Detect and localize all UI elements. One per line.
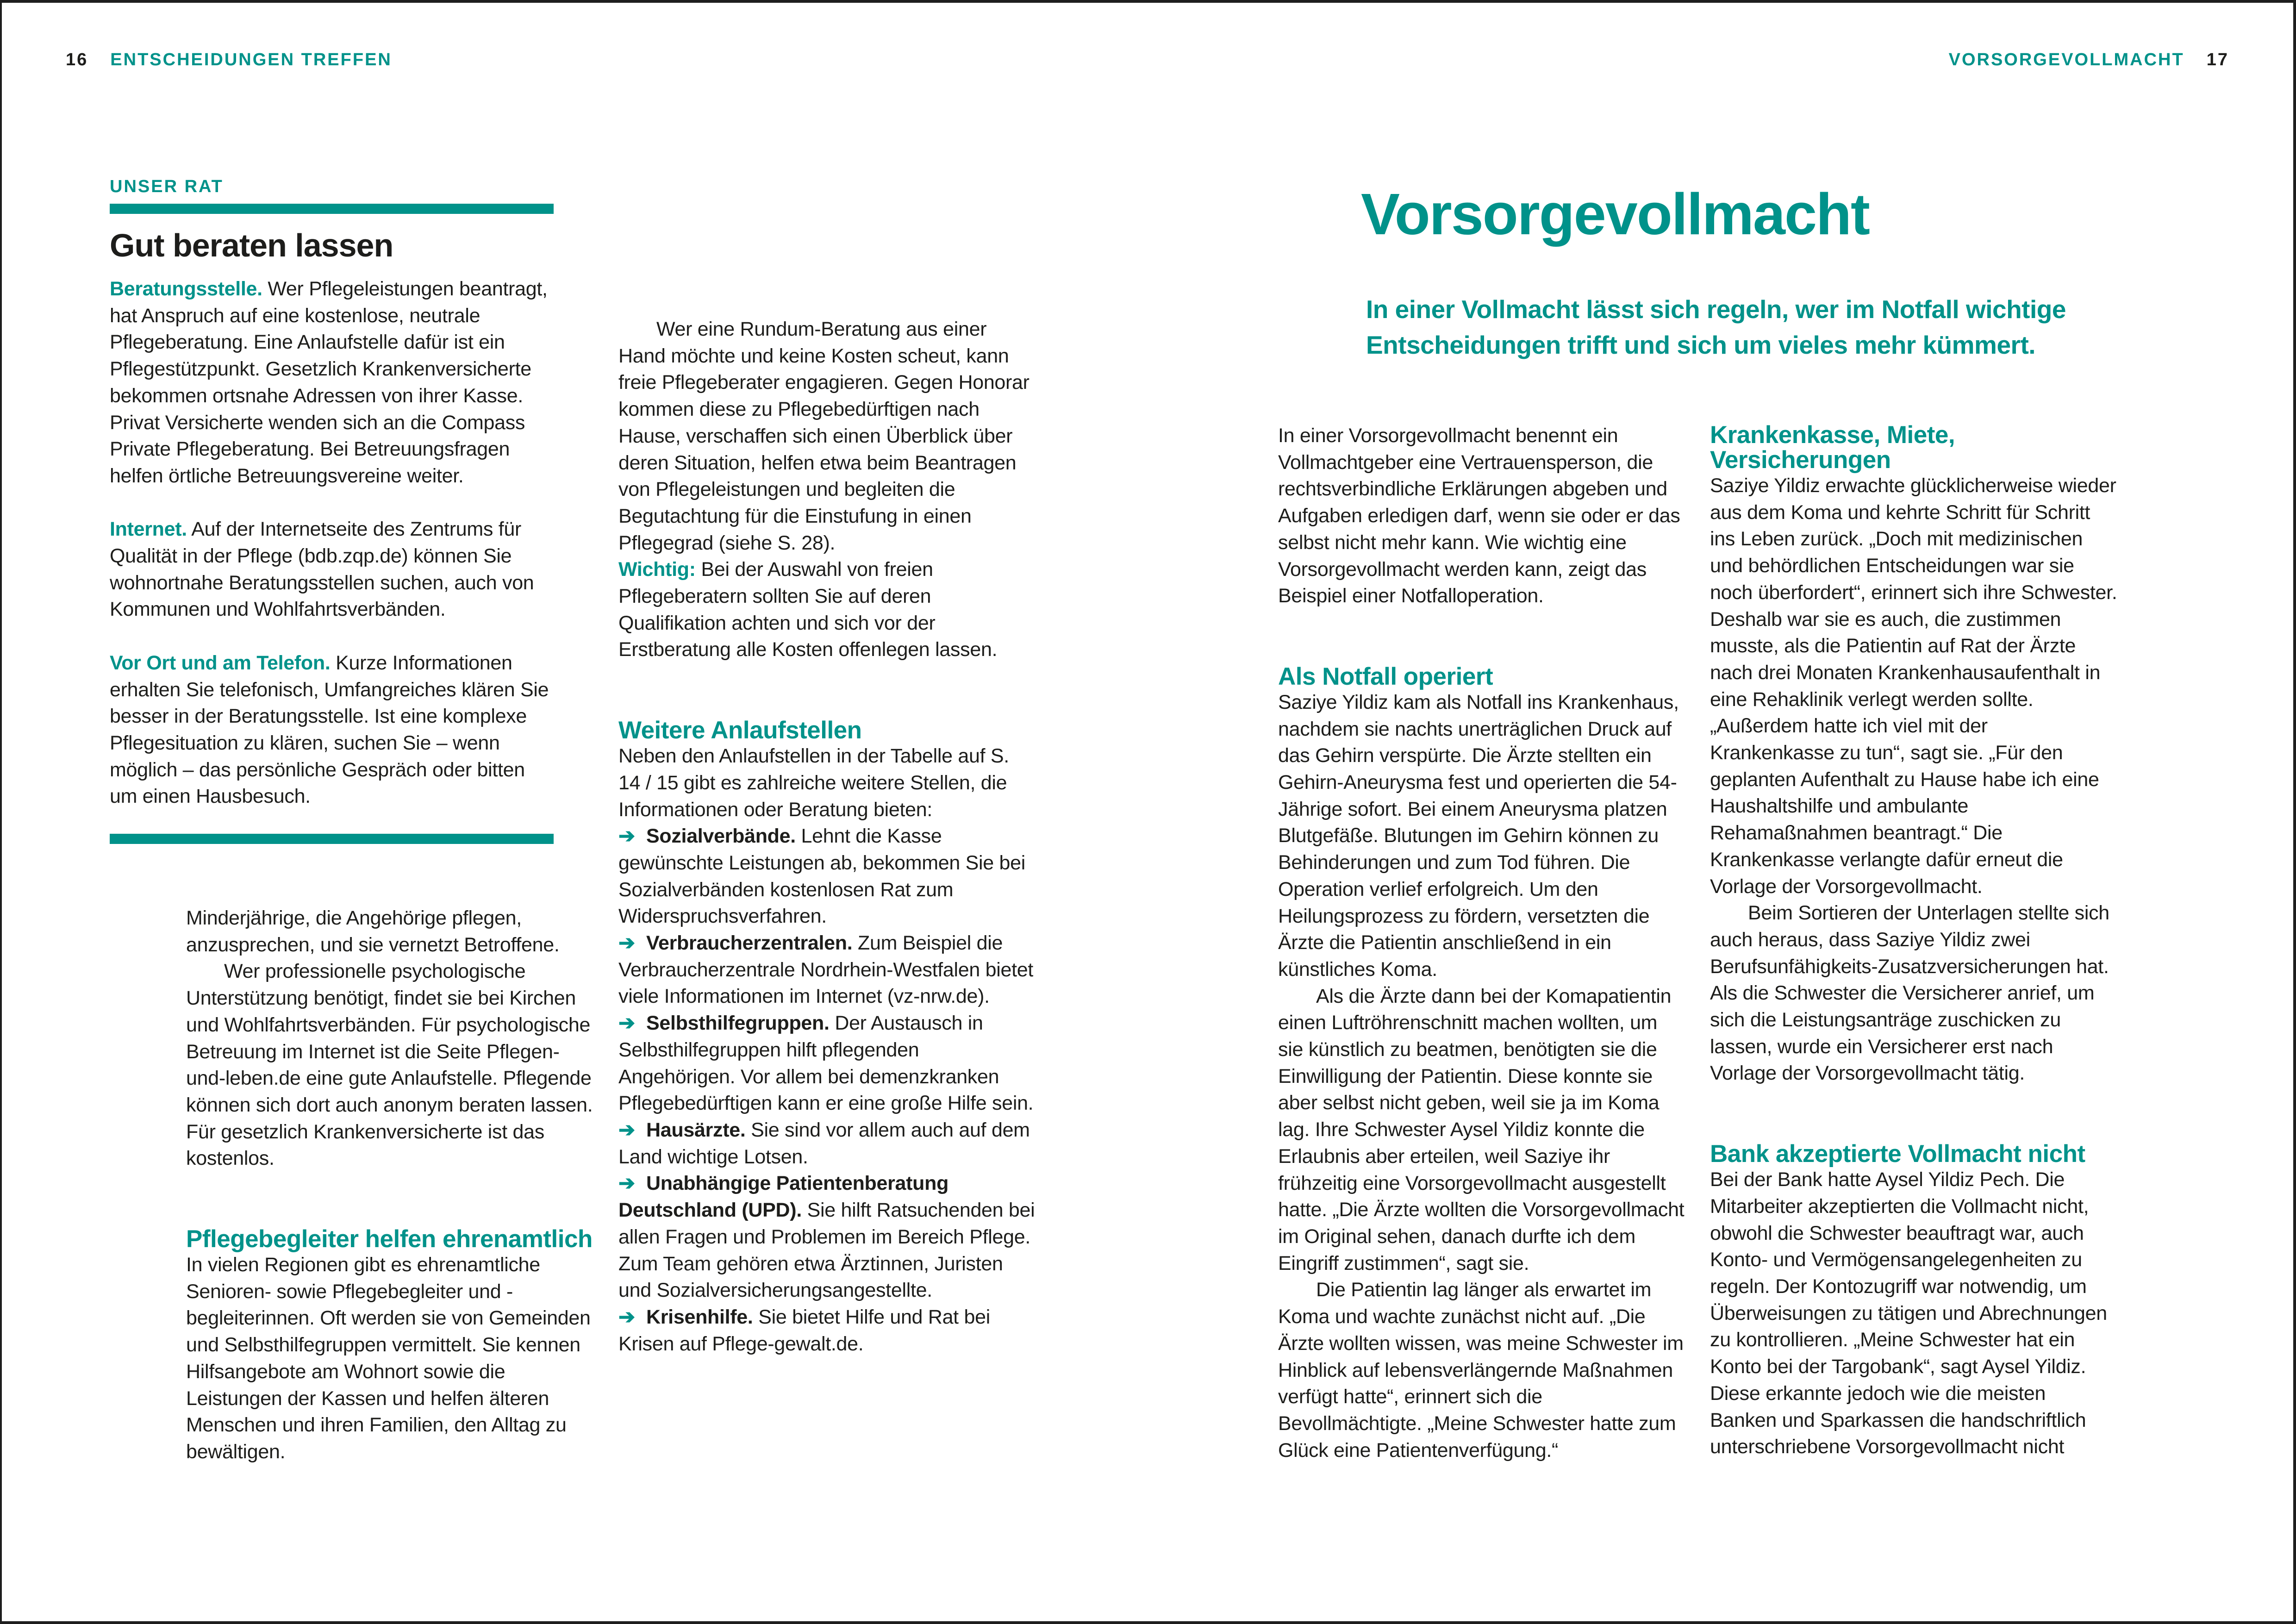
right-running-header	[1949, 50, 2229, 70]
arrow-right-icon: ➔	[618, 1118, 635, 1141]
bullet-text: Sie sind vor allem auch auf dem Land wichtige Lotsen.	[618, 1118, 1030, 1168]
left-running-header	[66, 50, 392, 70]
right-page-left-column	[1278, 423, 1685, 1464]
box-text: Kurze Informationen erhalten Sie telefonisch, Umfangreiches klären Sie besser in der Beratungsstelle. Ist eine komplexe Pflegesituation zu klären, suchen Sie – wenn möglich – das persönliche Gespräch oder bitten um einen Hausbesuch.	[110, 651, 549, 808]
bullet-term: Verbraucherzentralen.	[646, 932, 853, 955]
box-lead: Vor Ort und am Telefon.	[110, 651, 331, 674]
box-title: Gut beraten lassen	[110, 227, 393, 263]
paragraph: Die Patientin lag länger als erwartet im Koma und wachte zunächst nicht auf. „Die Ärzte wollten wissen, was meine Schwester im Hinblick auf lebensverlängernde Maßnahmen verfügt hatte“, erinnert sich die Bevollmächtigte. „Meine Schwester hatte zum Glück eine Patientenverfügung.“	[1278, 1279, 1684, 1462]
intro-paragraph: In einer Vorsorgevollmacht benennt ein Vollmachtgeber eine Vertrauensperson, die rechtsverbindliche Erklärungen abgeben und Aufgaben erledigen darf, wenn sie oder er das selbst nicht mehr kann. Wie wichtig eine Vorsorgevollmacht werden kann, zeigt das Beispiel einer Notfalloperation.	[1278, 425, 1680, 607]
section-heading: Weitere Anlaufstellen	[618, 717, 862, 744]
box-paragraph	[110, 650, 554, 810]
list-item	[618, 823, 1035, 930]
bullet-term: Krisenhilfe.	[646, 1305, 753, 1328]
paragraph: In vielen Regionen gibt es ehrenamtliche Senioren- sowie Pflegebegleiter und -begleiterinnen. Oft werden sie von Gemeinden und Selbsthilfegruppen vermittelt. Sie kennen Hilfsangebote am Wohnort sowie die Leistungen der Kassen und helfen älteren Menschen und ihren Familien, den Alltag zu bewältigen.	[186, 1254, 591, 1463]
page-subtitle: In einer Vollmacht lässt sich regeln, wer im Notfall wichtige Entscheidungen trifft und sich um vieles mehr kümmert.	[1366, 295, 2066, 359]
arrow-right-icon: ➔	[618, 1012, 635, 1035]
bullet-text: Sie hilft Ratsuchenden bei allen Fragen und Problemen im Bereich Pflege. Zum Team gehören etwa Ärztinnen, Juristen und Sozialversicherungsangestellte.	[618, 1199, 1035, 1302]
bullet-term: Sozialverbände.	[646, 825, 796, 848]
box-paragraph	[110, 516, 554, 623]
paragraph: Wer eine Rundum-Beratung aus einer Hand möchte und keine Kosten scheut, kann freie Pflegeberater engagieren. Gegen Honorar kommen diese zu Pflegebedürftigen nach Hause, verschaffen sich einen Überblick über deren Situation, helfen etwa beim Beantragen von Pflegeleistungen und begleiten die Begutachtung für die Einstufung in einen Pflegegrad (siehe S. 28).	[618, 318, 1029, 554]
paragraph: Minderjährige, die Angehörige pflegen, anzusprechen, und sie vernetzt Betroffene.	[186, 907, 560, 956]
section-heading: Pflegebegleiter helfen ehrenamtlich	[186, 1225, 593, 1253]
box-paragraph	[110, 276, 554, 490]
bullet-text: Der Austausch in Selbsthilfegruppen hilft pflegenden Angehörigen. Vor allem bei demenzkranken Pflegebedürftigen kann er eine große Hilfe sein.	[618, 1012, 1034, 1115]
page-number-left: 16	[66, 50, 88, 69]
list-item	[618, 1304, 1035, 1357]
paragraph: Bei der Bank hatte Aysel Yildiz Pech. Die Mitarbeiter akzeptierten die Vollmacht nicht, obwohl die Schwester beauftragt war, auch Konto- und Vermögensangelegenheiten zu regeln. Der Kontozugriff war notwendig, um Überweisungen zu tätigen und Abrechnungen zu kontrollieren. „Meine Schwester hat ein Konto bei der Targobank“, sagt Aysel Yildiz. Diese erkannte jedoch wie die meisten Banken und Sparkassen die handschriftlich unterschriebene Vorsorgevollmacht nicht	[1710, 1168, 2107, 1458]
page-number-right: 17	[2206, 50, 2229, 69]
arrow-right-icon: ➔	[618, 932, 635, 955]
important-lead: Wichtig:	[618, 558, 696, 581]
bullet-term: Hausärzte.	[646, 1118, 746, 1141]
section-header-left: ENTSCHEIDUNGEN TREFFEN	[110, 50, 392, 69]
box-body	[110, 276, 554, 810]
box-text: Wer Pflegeleistungen beantragt, hat Anspruch auf eine kostenlose, neutrale Pflegeberatung. Eine Anlaufstelle dafür ist ein Pflegestützpunkt. Gesetzlich Krankenversicherte bekommen ortsnahe Adressen von ihrer Kasse. Privat Versicherte wenden sich an die Compass Private Pflegeberatung. Bei Betreuungsfragen helfen örtliche Betreuungsvereine weiter.	[110, 278, 548, 487]
box-lead: Beratungsstelle.	[110, 278, 262, 300]
section-heading: Als Notfall operiert	[1278, 662, 1493, 690]
important-text: Bei der Auswahl von freien Pflegeberatern sollten Sie auf deren Qualifikation achten und sich vor der Erstberatung alle Kosten offenlegen lassen.	[618, 558, 998, 661]
middle-column	[618, 316, 1035, 1357]
box-text: Auf der Internetseite des Zentrums für Qualität in der Pflege (bdb.zqp.de) können Sie wohnortnahe Beratungsstellen suchen, auch von Kommunen und Wohlfahrtsverbänden.	[110, 518, 534, 621]
list-item	[618, 1010, 1035, 1117]
arrow-right-icon: ➔	[618, 825, 635, 848]
list-item	[618, 1170, 1035, 1304]
box-top-bar	[110, 204, 554, 214]
arrow-right-icon: ➔	[618, 1172, 635, 1195]
paragraph: Saziye Yildiz kam als Notfall ins Krankenhaus, nachdem sie nachts unerträglichen Druck auf das Gehirn verspürte. Die Ärzte stellten ein Gehirn-Aneurysma fest und operierten die 54-Jährige sofort. Bei einem Aneurysma platzen Blutgefäße. Blutungen im Gehirn können zu Behinderungen und zum Tod führen. Die Operation verlief erfolgreich. Um den Heilungsprozess zu fördern, versetzten die Ärzte die Patientin anschließend in ein künstliches Koma.	[1278, 691, 1679, 981]
page-title: Vorsorgevollmacht	[1361, 181, 1869, 247]
arrow-right-icon: ➔	[618, 1305, 635, 1328]
bullet-term: Selbsthilfegruppen.	[646, 1012, 830, 1035]
paragraph: Beim Sortieren der Unterlagen stellte sich auch heraus, dass Saziye Yildiz zwei Berufsunfähigkeits-Zusatzversicherungen hat. Als die Schwester die Versicherer anrief, um sich die Leistungsanträge zuschicken zu lassen, wurde ein Versicherer erst nach Vorlage der Vorsorgevollmacht tätig.	[1710, 902, 2109, 1085]
bullet-term: Unabhängige Patientenberatung Deutschland (UPD).	[618, 1172, 949, 1222]
paragraph: Saziye Yildiz erwachte glücklicherweise wieder aus dem Koma und kehrte Schritt für Schritt ins Leben zurück. „Doch mit medizinischen und behördlichen Entscheidungen war sie noch überfordert“, erinnert sich ihre Schwester. Deshalb war sie es auch, die zustimmen musste, als die Patientin auf Rat der Ärzte nach drei Monaten Krankenhausaufenthalt in eine Rehaklinik verlegt werden sollte. „Außerdem hatte ich viel mit der Krankenkasse zu tun“, sagt sie. „Für den geplanten Aufenthalt zu Hause habe ich eine Haushaltshilfe und ambulante Rehamaßnahmen beantragt.“ Die Krankenkasse verlangte dafür erneut die Vorlage der Vorsorgevollmacht.	[1710, 475, 2117, 898]
right-page-right-column	[1710, 423, 2117, 1461]
section-heading: Krankenkasse, Miete, Versicherungen	[1710, 421, 1955, 474]
bullet-text: Lehnt die Kasse gewünschte Leistungen ab, bekommen Sie bei Sozialverbänden kostenlosen Rat zum Widerspruchsverfahren.	[618, 825, 1026, 928]
left-column	[186, 905, 593, 1466]
paragraph: Neben den Anlaufstellen in der Tabelle auf S. 14 / 15 gibt es zahlreiche weitere Stellen, die Informationen oder Beratung bieten:	[618, 745, 1009, 821]
box-bottom-bar	[110, 834, 554, 844]
paragraph: Als die Ärzte dann bei der Komapatientin einen Luftröhrenschnitt machen wollten, um sie künstlich zu beatmen, benötigten sie die Einwilligung der Patientin. Diese konnte sie aber selbst nicht geben, weil sie ja im Koma lag. Ihre Schwester Aysel Yildiz konnte die Erlaubnis aber erteilen, weil Saziye ihr frühzeitig eine Vorsorgevollmacht ausgestellt hatte. „Die Ärzte wollten die Vorsorgevollmacht im Original sehen, danach durfte ich dem Eingriff zustimmen“, sagt sie.	[1278, 985, 1685, 1274]
box-kicker: UNSER RAT	[110, 177, 224, 196]
section-header-right: VORSORGEVOLLMACHT	[1948, 50, 2184, 69]
list-item	[618, 930, 1035, 1010]
bullet-text: Zum Beispiel die Verbraucherzentrale Nordrhein-Westfalen bietet viele Informationen im Internet (vz-nrw.de).	[618, 932, 1034, 1008]
section-heading: Bank akzeptierte Vollmacht nicht	[1710, 1140, 2085, 1168]
box-lead: Internet.	[110, 518, 187, 541]
important-note	[618, 556, 1035, 663]
list-item	[618, 1117, 1035, 1170]
bullet-list	[618, 823, 1035, 1357]
bullet-text: Sie bietet Hilfe und Rat bei Krisen auf Pflege-gewalt.de.	[618, 1305, 990, 1355]
paragraph: Wer professionelle psychologische Unterstützung benötigt, findet sie bei Kirchen und Wohlfahrtsverbänden. Für psychologische Betreuung im Internet ist die Seite Pflegen-und-leben.de eine gute Anlaufstelle. Pflegende können sich dort auch anonym beraten lassen. Für gesetzlich Krankenversicherte ist das kostenlos.	[186, 960, 593, 1170]
